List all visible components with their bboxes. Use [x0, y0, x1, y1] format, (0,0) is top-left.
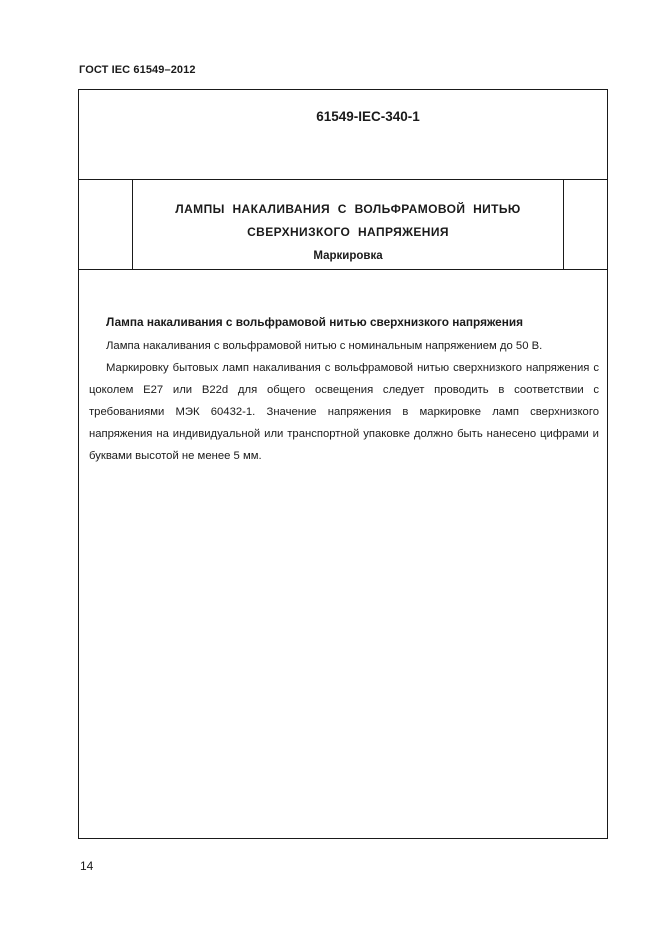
- definition-paragraph: Лампа накаливания с вольфрамовой нитью с номинальным напряжением до 50 В.: [106, 340, 543, 352]
- sheet-title-band: [79, 180, 607, 270]
- sheet-title-line-2: СВЕРХНИЗКОГО НАПРЯЖЕНИЯ: [247, 225, 449, 239]
- data-sheet-frame: [78, 89, 608, 839]
- page-number: 14: [80, 859, 94, 873]
- sheet-body: [79, 270, 607, 838]
- standard-designation: ГОСТ IEC 61549–2012: [79, 64, 196, 76]
- title-right-cell: [563, 180, 607, 269]
- sheet-subtitle: Маркировка: [313, 250, 383, 262]
- sheet-content: [89, 311, 599, 467]
- sheet-title-line-1: ЛАМПЫ НАКАЛИВАНИЯ С ВОЛЬФРАМОВОЙ НИТЬЮ: [175, 202, 521, 216]
- sheet-id-band: [79, 90, 607, 180]
- sheet-id: 61549-IEC-340-1: [316, 109, 420, 124]
- marking-paragraph: Маркировку бытовых ламп накаливания с вольфрамовой нитью сверхнизкого напряжения с цоколем E27 или B22d для общего освещения следует проводить в соответствии с требованиями МЭК 60432-1. Значение напряжения в маркировке ламп сверхнизкого напряжения на индивидуальной или транспортной упаковке должно быть нанесено цифрами и буквами высотой не менее 5 мм.: [89, 362, 599, 462]
- section-subheading: Лампа накаливания с вольфрамовой нитью сверхнизкого напряжения: [106, 315, 524, 329]
- sheet-title-block: [133, 180, 563, 269]
- title-left-cell: [79, 180, 133, 269]
